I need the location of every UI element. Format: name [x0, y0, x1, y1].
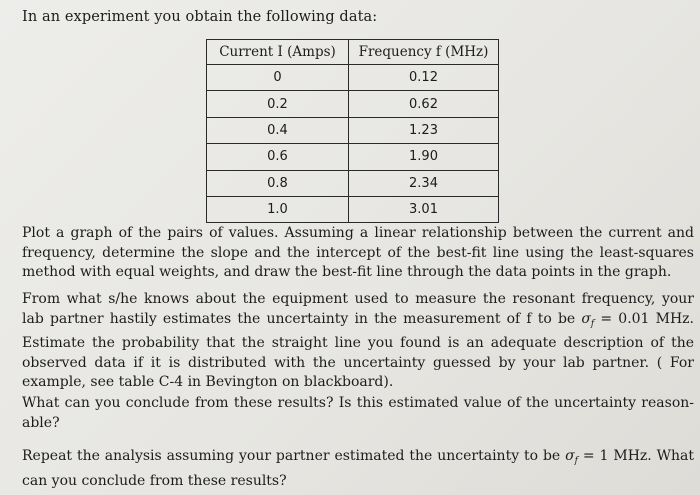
column-header-current: Current I (Amps): [207, 40, 349, 65]
table-row: [207, 91, 499, 117]
cell-frequency: 3.01: [349, 196, 499, 222]
text-line: [22, 447, 694, 472]
cell-current: 0.8: [207, 170, 349, 196]
cell-current: 0.6: [207, 144, 349, 170]
cell-frequency: 2.34: [349, 170, 499, 196]
text-line: able?: [22, 414, 60, 431]
text-segment: = 0.01 MHz.: [594, 310, 694, 327]
cell-frequency: 0.12: [349, 65, 499, 91]
text-line: example, see table C-4 in Bevington on blackboard).: [22, 374, 394, 390]
intro-text: In an experiment you obtain the following data:: [22, 9, 378, 25]
text-line: can you conclude from these results?: [22, 472, 287, 489]
paragraph-conclusion-question: [22, 394, 694, 433]
text-line: Plot a graph of the pairs of values. Assuming a linear relationship between the current and: [22, 225, 694, 241]
sigma-glyph: σ: [565, 448, 575, 464]
cell-current: 1.0: [207, 196, 349, 222]
paragraph-plot-instructions: [22, 224, 694, 283]
sigma-subscript: f: [590, 318, 595, 329]
cell-current: 0.4: [207, 117, 349, 143]
sigma-symbol: [581, 311, 594, 327]
table-row: [207, 144, 499, 170]
cell-frequency: 1.90: [349, 144, 499, 170]
data-table: [206, 39, 499, 223]
text-line: frequency, determine the slope and the intercept of the best-fit line using the least-squares: [22, 244, 694, 261]
paragraph-uncertainty-estimate: [22, 290, 694, 393]
paragraph-repeat-analysis: [22, 447, 694, 491]
text-line: [22, 310, 694, 335]
cell-frequency: 1.23: [349, 117, 499, 143]
text-line: Estimate the probability that the straight line you found is an adequate description of the: [22, 335, 694, 351]
table-row: [207, 196, 499, 222]
cell-current: 0.2: [207, 91, 349, 117]
text-segment: lab partner hastily estimates the uncertainty in the measurement of f to be: [22, 310, 576, 327]
text-line: method with equal weights, and draw the best-fit line through the data points in the graph.: [22, 264, 672, 280]
cell-frequency: 0.62: [349, 91, 499, 117]
table-row: [207, 117, 499, 143]
sigma-glyph: σ: [581, 310, 591, 327]
text-line: What can you conclude from these results? Is this estimated value of the uncertainty reason-: [22, 395, 694, 411]
column-header-frequency: Frequency f (MHz): [349, 40, 499, 65]
text-line: From what s/he knows about the equipment used to measure the resonant frequency, your: [22, 291, 694, 307]
table-row: [207, 65, 499, 91]
text-line: observed data if it is distributed with the uncertainty guessed by your lab partner. ( For: [22, 354, 694, 371]
text-segment: Repeat the analysis assuming your partner estimated the uncertainty to be: [22, 448, 561, 464]
table-row: [207, 170, 499, 196]
cell-current: 0: [207, 65, 349, 91]
sigma-symbol: [565, 448, 578, 464]
sigma-subscript: f: [574, 456, 579, 466]
text-segment: = 1 MHz. What: [578, 448, 695, 464]
table-header-row: [207, 40, 499, 65]
